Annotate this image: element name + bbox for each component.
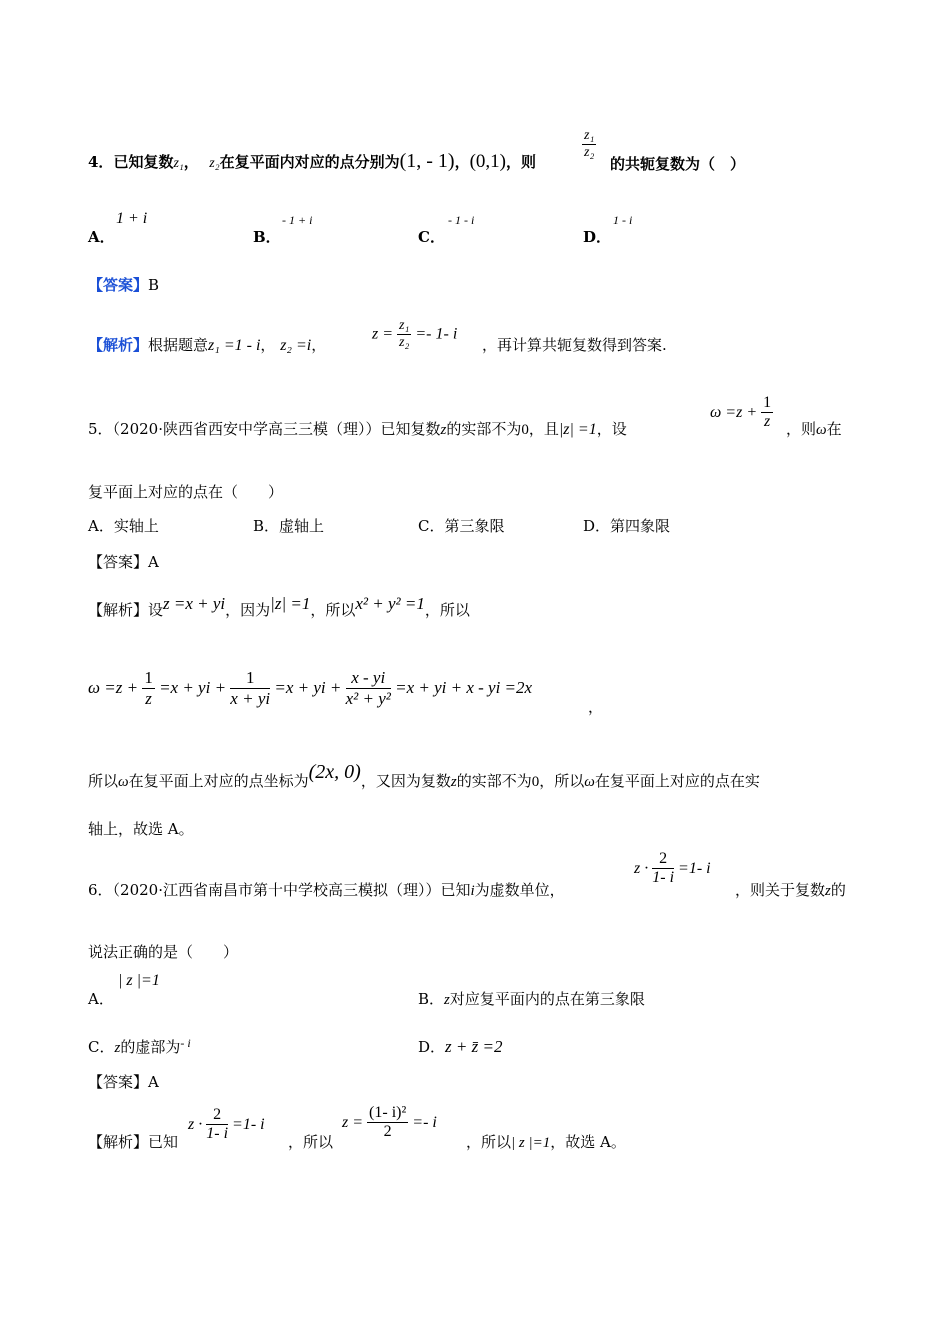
q6-equation: z · $\frac{2}{1- i}$ =1- i [634,850,711,887]
q6-answer: 【答案】A [88,1073,159,1091]
q6-stem-line2: 说法正确的是（ ） [88,943,239,961]
q5-omega-def: ω =z + $\frac{1}{z}$ [710,394,772,431]
q5-option-a: A．实轴上 [88,517,159,535]
q4-answer: 【答案】B [88,276,160,294]
q4-analysis-eq3: z = $\frac{\text{z₁}}{\text{z₂}}$ =- 1- i [372,318,458,351]
q5-conclusion: 所以ω在复平面上对应的点坐标为(2x, 0)，又因为复数z的实部不为0，所以ω在复平面上对应的点在实 [88,761,760,790]
q4-analysis: 【解析】根据题意z₁ =1 - i， z₂ =i， [88,336,327,354]
q5-stem: 5．（2020·陕西省西安中学高三三模（理））已知复数z的实部不为0，且|z| =1，设 [88,420,627,438]
q5-conclusion-line2: 轴上，故选 A。 [88,820,194,838]
q6-option-a: A． [88,990,114,1008]
q6-stem: 6．（2020·江西省南昌市第十中学校高三模拟（理））已知i为虚数单位， [88,881,565,899]
q4-option-a: A． [88,228,115,246]
q6-option-d: D．z + z̄ =2 [418,1037,503,1056]
q4-stem-end: 的共轭复数为（ ） [610,155,746,173]
q5-big-equation-end: ， [588,698,604,716]
q4-option-b: B． [253,228,281,246]
q6-analysis-mid: ，所以 [288,1133,334,1151]
q5-analysis: 【解析】设z =x + yi，因为|z| =1，所以x² + y² =1，所以 [88,594,470,619]
q5-answer: 【答案】A [88,553,159,571]
q5-option-b: B．虚轴上 [253,517,325,535]
q5-big-equation: ω =z + $\frac{1}{z}$ =x + yi + $\frac{1}{x + yi}$ =x + yi + $\frac{x - yi}{\text{x² + y²}}$ =x + yi + x - yi =2x [88,668,533,708]
q6-analysis-eq1: z · $\frac{2}{1- i}$ =1- i [188,1106,265,1143]
q4-stem: 4．已知复数z₁， z₂在复平面内对应的点分别为(1, - 1)，(0,1)，则 [88,150,537,172]
q6-option-a-value: | z |=1 [118,972,160,989]
q5-stem-end: ，则ω在 [786,420,842,438]
q6-stem-end: ，则关于复数z的 [735,881,846,899]
q6-option-b: B．z对应复平面内的点在第三象限 [418,990,645,1008]
q4-option-c-value: - 1 - i [448,213,475,227]
q5-option-d: D．第四象限 [583,517,671,535]
q4-option-d-value: 1 - i [613,213,633,227]
q6-option-c: C．z的虚部为$^{- i}$ [88,1036,191,1056]
q6-analysis-eq2: z = $\frac{\text{(1- i)²}}{2}$ =- i [342,1104,437,1141]
q4-option-a-value: 1 + i [116,210,148,227]
q5-stem-line2: 复平面上对应的点在（ ） [88,483,284,501]
q5-option-c: C．第三象限 [418,517,505,535]
q6-analysis: 【解析】已知 [88,1133,179,1151]
q4-option-b-value: - 1 + i [282,213,313,227]
q4-option-c: C． [418,228,445,246]
q4-fraction: $\frac{\text{z₁}}{\text{z₂}}$ [584,128,595,161]
q6-analysis-end: ，所以| z |=1，故选 A。 [466,1133,626,1151]
q4-option-d: D． [583,228,612,246]
q4-analysis-end: ，再计算共轭复数得到答案. [482,336,667,354]
